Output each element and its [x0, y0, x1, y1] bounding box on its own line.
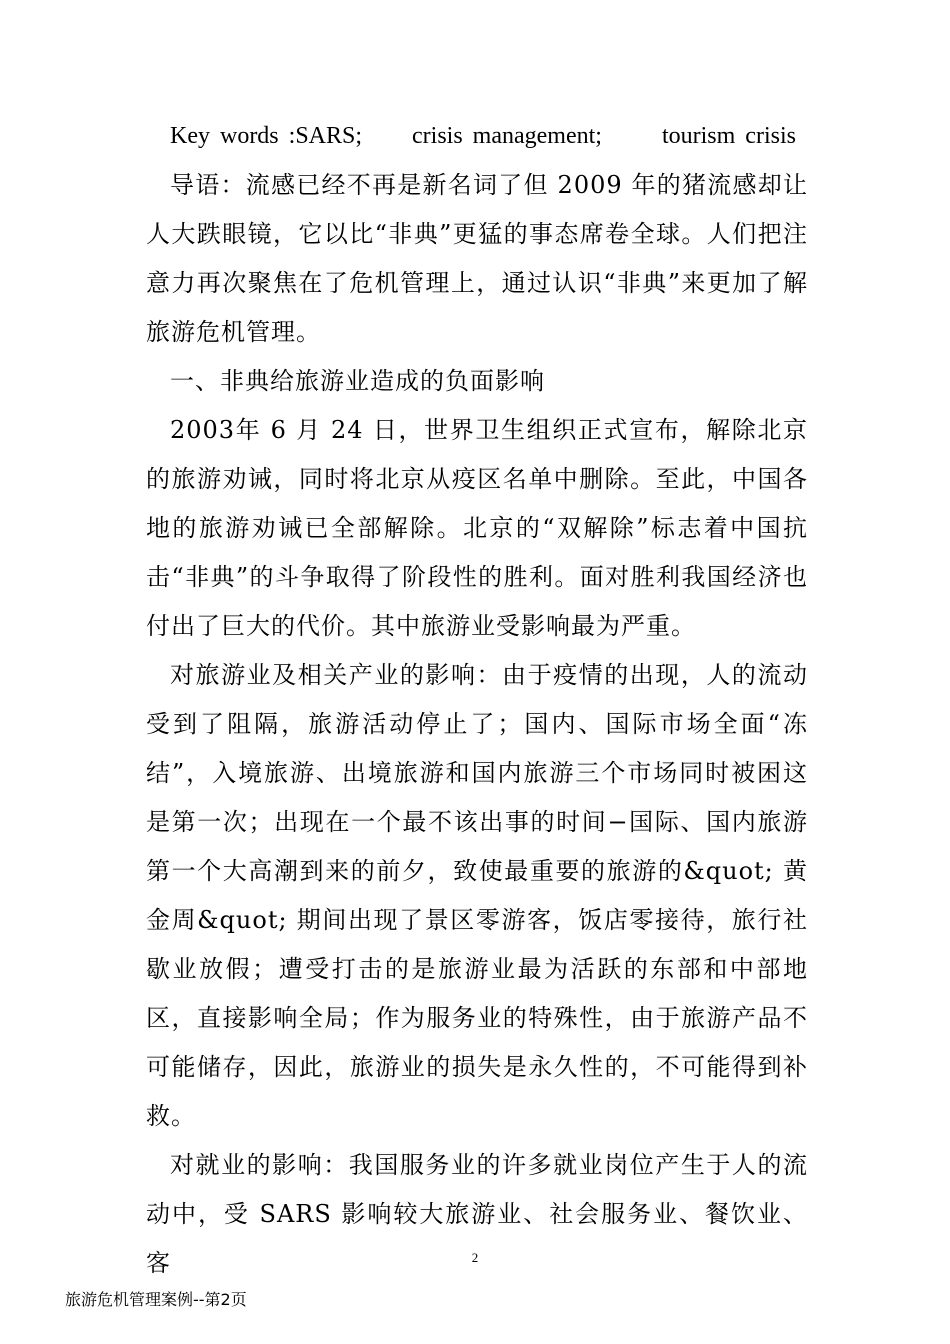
section-heading: 一、非典给旅游业造成的负面影响: [170, 367, 545, 395]
paragraph-1: 2003年 6 月 24 日，世界卫生组织正式宣布，解除北京的旅游劝诫，同时将北京从疫区名单中删除。至此，中国各地的旅游劝诫已全部解除。北京的“双解除”标志着中国抗击“非典”的斗争取得了阶段性的胜利。面对胜利我国经济也付出了巨大的代价。其中旅游业受影响最为严重。: [146, 416, 808, 640]
page-footer: 旅游危机管理案例--第2页: [65, 1290, 247, 1309]
keywords-line: Key words :SARS; crisis management; tourism crisis: [170, 123, 796, 149]
paragraph-2: 对旅游业及相关产业的影响：由于疫情的出现，人的流动受到了阻隔，旅游活动停止了；国内、国际市场全面“冻结”，入境旅游、出境旅游和国内旅游三个市场同时被困这是第一次；出现在一个最不该出事的时间−国际、国内旅游第一个大高潮到来的前夕，致使最重要的旅游的&quot; 黄金周&quot; 期间出现了景区零游客，饭店零接待，旅行社歇业放假；遭受打击的是旅游业最为活跃的东部和中部地区，直接影响全局；作为服务业的特殊性，由于旅游产品不可能储存，因此，旅游业的损失是永久性的，不可能得到补救。: [146, 661, 808, 1130]
document-body: [146, 112, 808, 1288]
intro-paragraph: 导语：流感已经不再是新名词了但 2009 年的猪流感却让人大跌眼镜，它以比“非典”更猛的事态席卷全球。人们把注意力再次聚焦在了危机管理上，通过认识“非典”来更加了解旅游危机管理。: [146, 171, 808, 346]
paragraph-3: 对就业的影响：我国服务业的许多就业岗位产生于人的流动中，受 SARS 影响较大旅游业、社会服务业、餐饮业、客: [146, 1151, 808, 1277]
page-number: 2: [471, 1250, 479, 1265]
